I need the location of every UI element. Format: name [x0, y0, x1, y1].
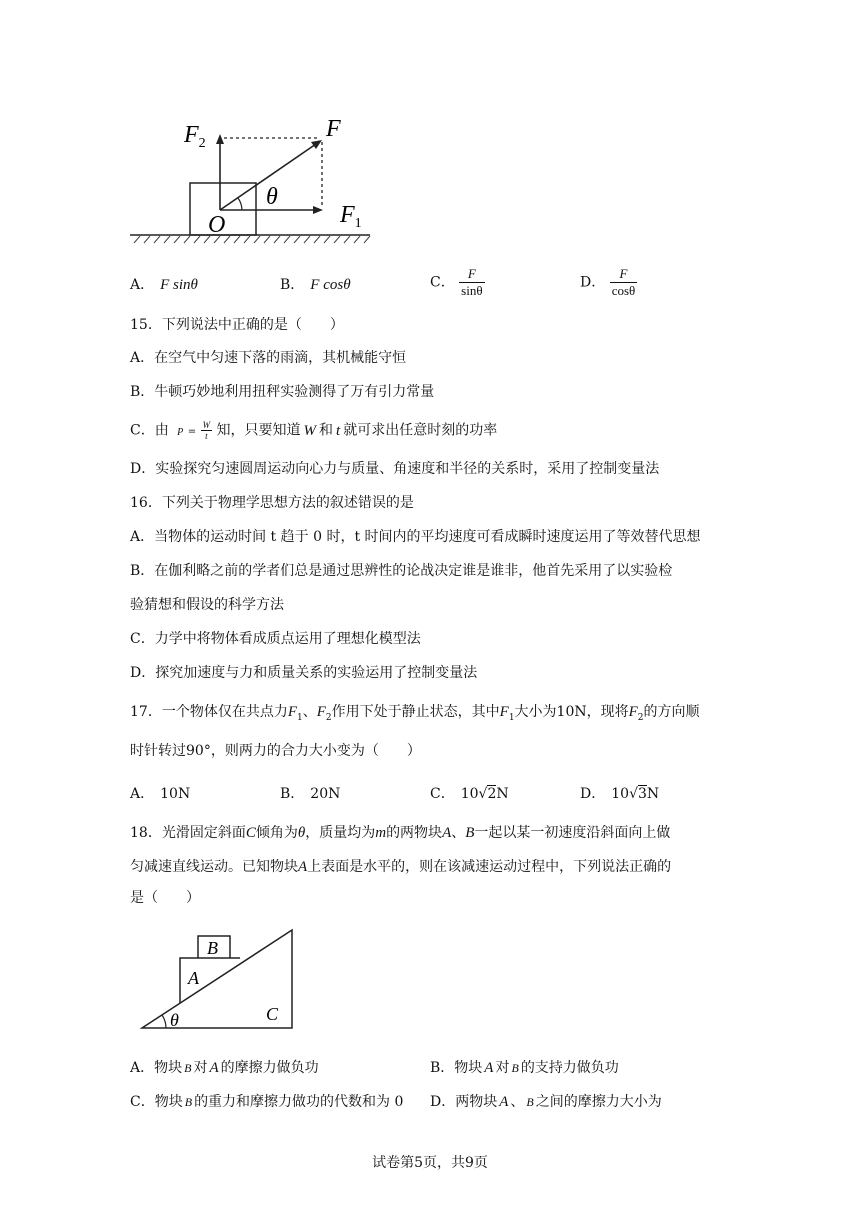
q16-option-b-line2[interactable]: 验猜想和假设的科学方法: [130, 597, 284, 613]
fraction: $\frac{F}{\cos\theta}$: [611, 266, 636, 298]
q15-option-a[interactable]: A．在空气中匀速下落的雨滴，其机械能守恒: [130, 350, 407, 366]
label-f: F: [326, 116, 341, 142]
page-footer: 试卷第5页，共9页: [372, 1155, 488, 1171]
incline-figure: [130, 922, 310, 1034]
label-f2: $F_2$: [184, 122, 206, 151]
q16-option-d[interactable]: D．探究加速度与力和质量关系的实验运用了控制变量法: [130, 665, 478, 681]
q16-option-c[interactable]: C．力学中将物体看成质点运用了理想化模型法: [130, 631, 421, 647]
label-o: O: [208, 212, 226, 238]
q18-stem-line2: 匀减速直线运动。已知物块A上表面是水平的，则在该减速运动过程中，下列说法正确的: [130, 859, 672, 875]
q15-option-c[interactable]: C．由 P = $\frac{W}{t}$ 知，只要知道 W 和 t 就可求出任意时刻的功率: [130, 420, 498, 441]
label-a: A: [188, 968, 199, 988]
q18-stem-line1: 18．光滑固定斜面C倾角为θ，质量均为m的两物块A、B一起以某一初速度沿斜面向上做: [130, 825, 671, 841]
q17-stem-line1: 17．一个物体仅在共点力$F_1$、$F_2$作用下处于静止状态，其中$F_1$大小为10N，现将$F_2$的方向顺: [130, 704, 700, 723]
label-theta: θ: [170, 1010, 179, 1030]
q17-option-c[interactable]: C． 10√2N: [430, 786, 509, 802]
q16-option-b-line1[interactable]: B．在伽利略之前的学者们总是通过思辨性的论战决定谁是谁非，他首先采用了以实验检: [130, 563, 673, 579]
q14-option-a[interactable]: A． F sinθ: [130, 277, 198, 293]
q15-option-b[interactable]: B．牛顿巧妙地利用扭秤实验测得了万有引力常量: [130, 384, 435, 400]
fraction: $\frac{F}{\sin\theta}$: [461, 266, 483, 298]
q18-option-a[interactable]: A．物块 B 对 A 的摩擦力做负功: [130, 1060, 319, 1076]
label-theta: θ: [266, 184, 278, 210]
q14-option-b[interactable]: B． F cosθ: [280, 277, 351, 293]
q15-option-d[interactable]: D．实验探究匀速圆周运动向心力与质量、角速度和半径的关系时，采用了控制变量法: [130, 461, 660, 477]
q17-option-d[interactable]: D． 10√3N: [580, 786, 660, 802]
sqrt-symbol: √: [629, 786, 638, 802]
label-c: C: [266, 1004, 279, 1024]
force-decomposition-figure: [120, 112, 380, 244]
fraction: $\frac{W}{t}$: [202, 420, 211, 441]
q18-option-d[interactable]: D．两物块 A 、 B 之间的摩擦力大小为: [430, 1094, 662, 1110]
q18-option-b[interactable]: B．物块 A 对 B 的支持力做负功: [430, 1060, 619, 1076]
q18-option-c[interactable]: C．物块 B 的重力和摩擦力做功的代数和为 0: [130, 1094, 404, 1110]
q17-option-a[interactable]: A． 10N: [130, 786, 191, 802]
q15-stem: 15．下列说法中正确的是（ ）: [130, 317, 344, 333]
angle-arc: [238, 198, 242, 210]
angle-arc: [162, 1015, 166, 1028]
sqrt-symbol: √: [478, 786, 488, 802]
q14-option-d[interactable]: D． $\frac{F}{\cos\theta}$: [580, 266, 636, 298]
q16-stem: 16．下列关于物理学思想方法的叙述错误的是: [130, 495, 414, 511]
q17-option-b[interactable]: B． 20N: [280, 786, 341, 802]
q14-option-c[interactable]: C． $\frac{F}{\sin\theta}$: [430, 266, 483, 298]
q17-stem-line2: 时针转过90°，则两力的合力大小变为（ ）: [130, 743, 421, 759]
label-b: B: [207, 938, 218, 958]
q18-stem-line3: 是（ ）: [130, 890, 200, 906]
ground-hatching: [134, 236, 370, 243]
q16-option-a[interactable]: A．当物体的运动时间 t 趋于 0 时，t 时间内的平均速度可看成瞬时速度运用了等效替代思想: [130, 529, 701, 545]
label-f1: $F_1$: [340, 202, 362, 231]
